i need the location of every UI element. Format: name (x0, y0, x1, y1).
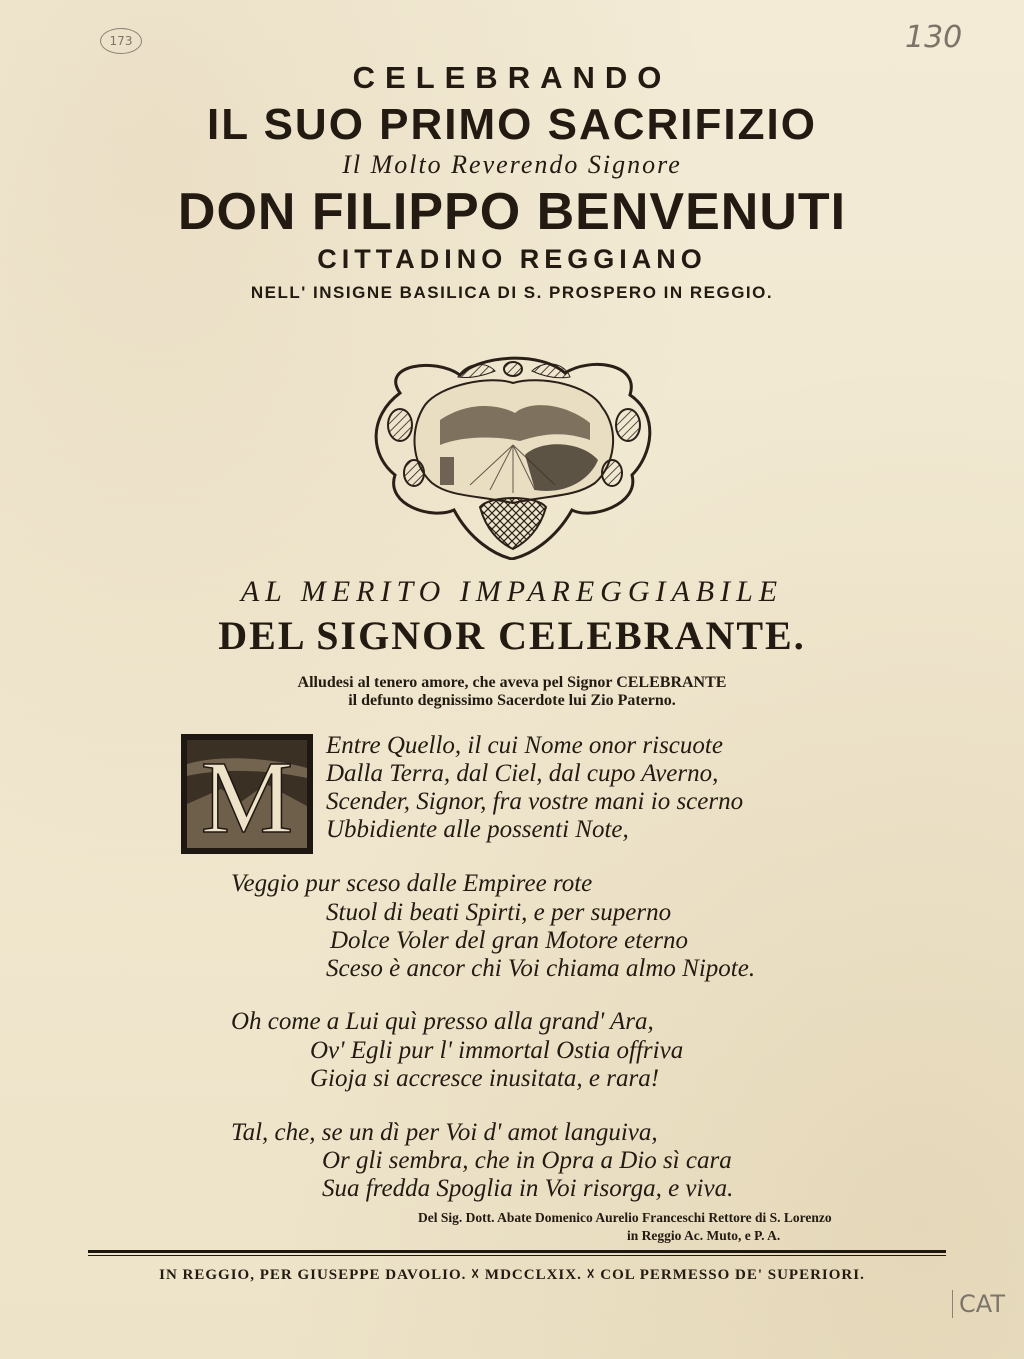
decorated-initial-m (181, 734, 313, 854)
stanza4-line2: Or gli sembra, che in Opra a Dio sì cara (322, 1147, 732, 1174)
stanza1-line1: Entre Quello, il cui Nome onor riscuote (326, 732, 723, 759)
stanza4-line1: Tal, che, se un dì per Voi d' amot languiva, (231, 1119, 658, 1146)
stanza1-line2: Dalla Terra, dal Ciel, dal cupo Averno, (326, 760, 719, 787)
stanza1-line3: Scender, Signor, fra vostre mani io scerno (326, 788, 744, 815)
initial-letter: M (200, 740, 294, 854)
margin-catalog-tag: CAT (952, 1290, 1005, 1318)
dedication-merito: AL MERITO IMPAREGGIABILE (240, 575, 784, 608)
dedication-note-line2: il defunto degnissimo Sacerdote lui Zio Paterno. (348, 692, 676, 709)
author-line2: in Reggio Ac. Muto, e P. A. (627, 1228, 781, 1243)
imprint-rule-thin (88, 1255, 946, 1256)
circled-catalog-number: 173 (100, 28, 142, 54)
stanza3-line2: Ov' Egli pur l' immortal Ostia offriva (310, 1037, 684, 1064)
stanza3-line1: Oh come a Lui quì presso alla grand' Ara, (231, 1008, 654, 1035)
dedication-celebrante: DEL SIGNOR CELEBRANTE. (218, 613, 806, 658)
stanza2-line3: Dolce Voler del gran Motore eterno (330, 927, 689, 954)
stanza4-line3: Sua fredda Spoglia in Voi risorga, e viva. (322, 1175, 734, 1202)
imprint-line: IN REGGIO, PER GIUSEPPE DAVOLIO. ☓ MDCCLXIX. ☓ COL PERMESSO DE' SUPERIORI. (159, 1267, 865, 1283)
header-primo-sacrifizio: IL SUO PRIMO SACRIFIZIO (207, 100, 817, 149)
header-celebrando: CELEBRANDO (352, 60, 672, 95)
stanza2-line2: Stuol di beati Spirti, e per superno (326, 899, 672, 926)
engraved-cartouche-vignette (340, 345, 686, 560)
author-line1: Del Sig. Dott. Abate Domenico Aurelio Franceschi Rettore di S. Lorenzo (418, 1210, 832, 1225)
header-celebrant-name: DON FILIPPO BENVENUTI (177, 183, 847, 241)
stanza1-line4: Ubbidiente alle possenti Note, (326, 816, 629, 843)
stanza2-line1: Veggio pur sceso dalle Empiree rote (231, 870, 593, 897)
header-basilica: NELL' INSIGNE BASILICA DI S. PROSPERO IN REGGIO. (250, 283, 774, 302)
corner-folio-number: 130 (905, 20, 963, 55)
stanza3-line3: Gioja si accresce inusitata, e rara! (310, 1065, 660, 1092)
stanza2-line4: Sceso è ancor chi Voi chiama almo Nipote. (326, 955, 756, 982)
imprint-rule-thick (88, 1250, 946, 1253)
header-cittadino: CITTADINO REGGIANO (317, 244, 707, 274)
header-molto-reverendo: Il Molto Reverendo Signore (342, 150, 682, 179)
dedication-note-line1: Alludesi al tenero amore, che aveva pel Signor CELEBRANTE (297, 674, 727, 691)
